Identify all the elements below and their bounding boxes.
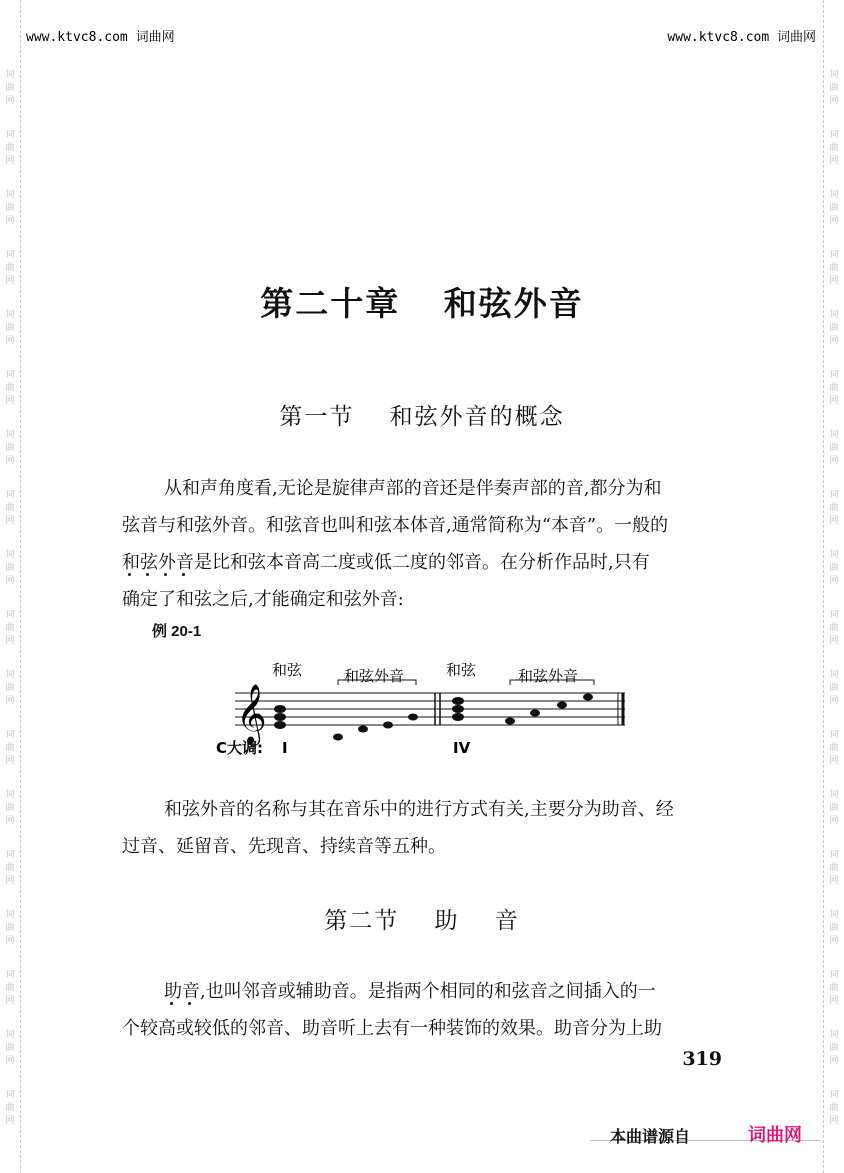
watermark-glyph-stack bbox=[827, 850, 841, 889]
watermark-glyph-stack bbox=[3, 550, 17, 589]
watermark-glyph: 曲 bbox=[829, 443, 839, 453]
watermark-glyph: 词 bbox=[5, 610, 15, 620]
watermark-glyph-stack bbox=[3, 190, 17, 229]
watermark-glyph: 词 bbox=[5, 370, 15, 380]
section-1-title: 第一节 和弦外音的概念 bbox=[279, 404, 565, 430]
watermark-glyph: 词 bbox=[829, 70, 839, 80]
watermark-glyph-stack bbox=[3, 1030, 17, 1069]
staff-lines bbox=[235, 693, 625, 725]
nonchord-tones-1 bbox=[333, 714, 418, 741]
watermark-glyph: 曲 bbox=[829, 323, 839, 333]
watermark-glyph: 曲 bbox=[5, 743, 15, 753]
watermark-glyph: 词 bbox=[829, 970, 839, 980]
watermark-glyph-stack bbox=[827, 550, 841, 589]
watermark-glyph: 曲 bbox=[5, 683, 15, 693]
watermark-glyph: 网 bbox=[5, 816, 15, 826]
watermark-glyph: 词 bbox=[5, 490, 15, 500]
watermark-glyph-stack bbox=[3, 970, 17, 1009]
watermark-glyph: 网 bbox=[829, 1056, 839, 1066]
watermark-glyph: 网 bbox=[5, 876, 15, 886]
watermark-glyph: 网 bbox=[829, 216, 839, 226]
watermark-glyph: 曲 bbox=[5, 1043, 15, 1053]
watermark-glyph: 网 bbox=[829, 336, 839, 346]
watermark-glyph-stack bbox=[3, 670, 17, 709]
watermark-glyph: 词 bbox=[5, 670, 15, 680]
paragraph-line: 从和声角度看,无论是旋律声部的音还是伴奏声部的音,都分为和 bbox=[164, 478, 662, 499]
watermark-glyph: 网 bbox=[5, 516, 15, 526]
emphasis-dot bbox=[164, 573, 167, 576]
key-label: C大调: bbox=[216, 739, 264, 757]
watermark-glyph: 曲 bbox=[829, 863, 839, 873]
watermark-glyph-stack bbox=[827, 790, 841, 829]
watermark-glyph: 词 bbox=[5, 130, 15, 140]
watermark-glyph: 曲 bbox=[5, 143, 15, 153]
nonchord-label-1: 和弦外音 bbox=[344, 667, 405, 685]
watermark-glyph: 网 bbox=[5, 96, 15, 106]
watermark-glyph: 词 bbox=[829, 1030, 839, 1040]
watermark-glyph: 词 bbox=[829, 190, 839, 200]
watermark-glyph: 曲 bbox=[5, 503, 15, 513]
watermark-glyph: 词 bbox=[829, 430, 839, 440]
watermark-glyph: 网 bbox=[5, 336, 15, 346]
section-2-title: 第二节 助 音 bbox=[324, 908, 520, 934]
footer-brand-logo: 词曲网 bbox=[748, 1125, 802, 1146]
watermark-glyph-stack bbox=[3, 490, 17, 529]
watermark-glyph: 曲 bbox=[5, 323, 15, 333]
watermark-glyph: 词 bbox=[5, 910, 15, 920]
watermark-glyph: 网 bbox=[829, 396, 839, 406]
page-number: 319 bbox=[682, 1048, 722, 1070]
watermark-glyph-stack bbox=[3, 850, 17, 889]
watermark-glyph-stack bbox=[827, 1030, 841, 1069]
watermark-glyph: 词 bbox=[5, 250, 15, 260]
paragraph-line: 过音、延留音、先现音、持续音等五种。 bbox=[122, 836, 446, 857]
watermark-glyph: 词 bbox=[5, 310, 15, 320]
watermark-glyph: 词 bbox=[829, 790, 839, 800]
example-label: 例 20-1 bbox=[152, 623, 202, 640]
watermark-glyph: 词 bbox=[5, 850, 15, 860]
watermark-glyph: 词 bbox=[829, 310, 839, 320]
watermark-glyph: 曲 bbox=[5, 203, 15, 213]
watermark-glyph-stack bbox=[827, 970, 841, 1009]
watermark-glyph: 词 bbox=[829, 1090, 839, 1100]
emphasis-dot bbox=[170, 1002, 173, 1005]
watermark-glyph: 词 bbox=[5, 790, 15, 800]
watermark-glyph: 词 bbox=[829, 850, 839, 860]
watermark-glyph: 网 bbox=[5, 1116, 15, 1126]
watermark-glyph-stack bbox=[3, 730, 17, 769]
watermark-glyph: 曲 bbox=[829, 1043, 839, 1053]
treble-clef-icon: 𝄞 bbox=[236, 684, 267, 744]
watermark-glyph: 词 bbox=[5, 70, 15, 80]
watermark-glyph: 曲 bbox=[829, 923, 839, 933]
watermark-glyph: 曲 bbox=[829, 623, 839, 633]
watermark-glyph: 曲 bbox=[829, 83, 839, 93]
watermark-glyph: 网 bbox=[829, 1116, 839, 1126]
watermark-glyph-stack bbox=[3, 70, 17, 109]
watermark-glyph-stack bbox=[3, 430, 17, 469]
watermark-glyph: 词 bbox=[5, 430, 15, 440]
watermark-glyph-stack bbox=[3, 610, 17, 649]
paragraph-line: 弦音与和弦外音。和弦音也叫和弦本体音,通常简称为“本音”。一般的 bbox=[122, 515, 669, 536]
watermark-glyph-stack bbox=[827, 1090, 841, 1129]
watermark-glyph-stack bbox=[3, 130, 17, 169]
watermark-glyph: 曲 bbox=[5, 623, 15, 633]
watermark-glyph: 曲 bbox=[829, 203, 839, 213]
watermark-glyph: 词 bbox=[829, 610, 839, 620]
watermark-glyph: 曲 bbox=[829, 143, 839, 153]
watermark-glyph: 曲 bbox=[5, 1103, 15, 1113]
watermark-glyph-stack bbox=[3, 1090, 17, 1129]
chord-label-2: 和弦 bbox=[446, 661, 477, 679]
watermark-glyph: 网 bbox=[829, 516, 839, 526]
watermark-glyph: 词 bbox=[5, 970, 15, 980]
watermark-glyph: 曲 bbox=[829, 383, 839, 393]
watermark-glyph: 词 bbox=[829, 250, 839, 260]
watermark-glyph: 曲 bbox=[5, 803, 15, 813]
watermark-glyph: 曲 bbox=[829, 1103, 839, 1113]
watermark-glyph: 网 bbox=[829, 156, 839, 166]
watermark-glyph: 曲 bbox=[5, 263, 15, 273]
watermark-glyph: 词 bbox=[829, 130, 839, 140]
chord-2-notes bbox=[452, 697, 464, 721]
watermark-glyph: 曲 bbox=[5, 83, 15, 93]
watermark-glyph-stack bbox=[827, 490, 841, 529]
chord-label-1: 和弦 bbox=[272, 661, 303, 679]
section-1-paragraph bbox=[122, 470, 722, 618]
emphasis-dot bbox=[188, 1002, 191, 1005]
watermark-glyph-stack bbox=[3, 790, 17, 829]
watermark-glyph: 曲 bbox=[829, 803, 839, 813]
nonchord-label-2: 和弦外音 bbox=[518, 667, 579, 685]
paragraph-line: 和弦外音是比和弦本音高二度或低二度的邻音。在分析作品时,只有 bbox=[122, 552, 650, 573]
watermark-glyph: 网 bbox=[5, 576, 15, 586]
watermark-glyph: 词 bbox=[5, 550, 15, 560]
emphasis-dot bbox=[128, 573, 131, 576]
watermark-glyph: 词 bbox=[829, 490, 839, 500]
watermark-glyph: 曲 bbox=[829, 263, 839, 273]
watermark-glyph: 网 bbox=[829, 456, 839, 466]
watermark-glyph: 词 bbox=[829, 550, 839, 560]
watermark-glyph: 网 bbox=[829, 816, 839, 826]
watermark-glyph-stack bbox=[827, 70, 841, 109]
paragraph-line: 个较高或较低的邻音、助音听上去有一种装饰的效果。助音分为上助 bbox=[122, 1018, 662, 1039]
paragraph-line: 确定了和弦之后,才能确定和弦外音: bbox=[122, 589, 404, 610]
watermark-glyph: 词 bbox=[829, 670, 839, 680]
watermark-glyph: 曲 bbox=[829, 503, 839, 513]
watermark-glyph: 曲 bbox=[5, 983, 15, 993]
watermark-glyph: 网 bbox=[829, 696, 839, 706]
watermark-glyph: 网 bbox=[829, 996, 839, 1006]
watermark-glyph: 网 bbox=[5, 936, 15, 946]
watermark-glyph-stack bbox=[827, 670, 841, 709]
watermark-url-right: www.ktvc8.com 词曲网 bbox=[667, 30, 816, 45]
watermark-glyph: 网 bbox=[829, 576, 839, 586]
watermark-glyph: 网 bbox=[5, 996, 15, 1006]
music-example-staff bbox=[210, 655, 640, 770]
watermark-glyph: 曲 bbox=[5, 563, 15, 573]
watermark-glyph-stack bbox=[827, 430, 841, 469]
watermark-glyph-stack bbox=[827, 610, 841, 649]
watermark-glyph: 曲 bbox=[5, 443, 15, 453]
watermark-glyph: 网 bbox=[5, 1056, 15, 1066]
watermark-glyph: 曲 bbox=[5, 923, 15, 933]
watermark-glyph: 曲 bbox=[829, 683, 839, 693]
watermark-glyph-stack bbox=[827, 730, 841, 769]
watermark-glyph: 曲 bbox=[829, 563, 839, 573]
watermark-glyph: 词 bbox=[5, 730, 15, 740]
watermark-glyph: 网 bbox=[5, 156, 15, 166]
emphasis-dot bbox=[182, 573, 185, 576]
watermark-glyph: 网 bbox=[829, 96, 839, 106]
watermark-glyph: 网 bbox=[5, 396, 15, 406]
emphasis-dot bbox=[146, 573, 149, 576]
paragraph-line: 助音,也叫邻音或辅助音。是指两个相同的和弦音之间插入的一 bbox=[164, 981, 656, 1002]
watermark-glyph: 词 bbox=[829, 370, 839, 380]
watermark-glyph: 曲 bbox=[829, 743, 839, 753]
watermark-glyph: 曲 bbox=[829, 983, 839, 993]
watermark-glyph: 网 bbox=[5, 216, 15, 226]
watermark-glyph: 词 bbox=[5, 1030, 15, 1040]
watermark-glyph: 网 bbox=[5, 696, 15, 706]
watermark-url-left: www.ktvc8.com 词曲网 bbox=[26, 30, 175, 45]
watermark-glyph-stack bbox=[827, 190, 841, 229]
watermark-glyph: 网 bbox=[829, 876, 839, 886]
watermark-glyph: 曲 bbox=[5, 383, 15, 393]
chapter-title: 第二十章 和弦外音 bbox=[260, 284, 584, 323]
chord-1-notes bbox=[274, 705, 286, 729]
watermark-glyph: 网 bbox=[829, 636, 839, 646]
watermark-glyph: 网 bbox=[5, 636, 15, 646]
watermark-glyph: 词 bbox=[5, 190, 15, 200]
footer-source-text: 本曲谱源自 bbox=[610, 1127, 691, 1146]
watermark-glyph: 词 bbox=[829, 730, 839, 740]
watermark-glyph: 网 bbox=[5, 276, 15, 286]
watermark-glyph: 曲 bbox=[5, 863, 15, 873]
roman-numeral-2: IV bbox=[453, 739, 471, 757]
watermark-glyph: 网 bbox=[829, 276, 839, 286]
paragraph-line: 和弦外音的名称与其在音乐中的进行方式有关,主要分为助音、经 bbox=[164, 799, 674, 820]
roman-numeral-1: I bbox=[282, 739, 288, 757]
watermark-glyph-stack bbox=[827, 130, 841, 169]
watermark-glyph: 网 bbox=[5, 456, 15, 466]
section-1-continued-paragraph bbox=[122, 791, 722, 865]
watermark-glyph: 网 bbox=[5, 756, 15, 766]
watermark-glyph: 网 bbox=[829, 756, 839, 766]
watermark-glyph: 网 bbox=[829, 936, 839, 946]
section-2-paragraph bbox=[122, 973, 722, 1047]
watermark-glyph: 词 bbox=[5, 1090, 15, 1100]
watermark-glyph: 词 bbox=[829, 910, 839, 920]
